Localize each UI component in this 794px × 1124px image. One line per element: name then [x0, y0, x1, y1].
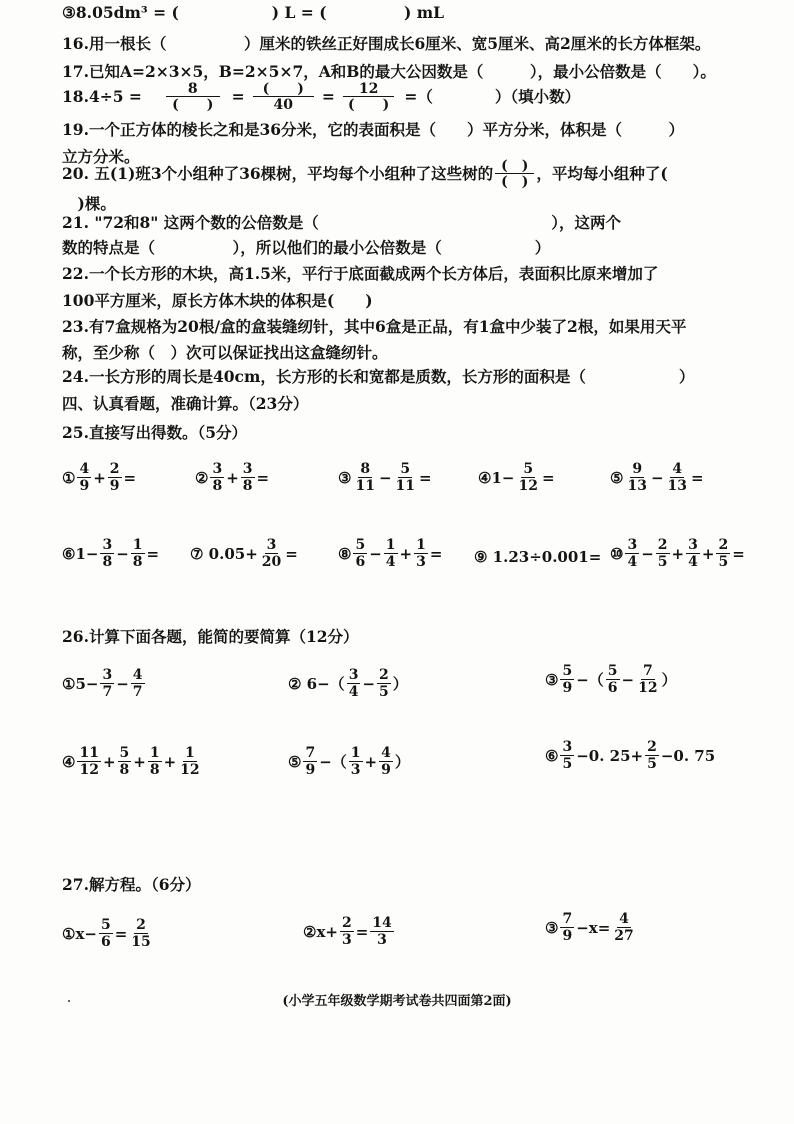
q22-cont: 100平方厘米，原长方体木块的体积是( ): [62, 291, 373, 310]
q23: 23.有7盒规格为20根/盒的盒装缝纫针，其中6盒是正品，有1盒中少装了2根，如果用天平: [62, 317, 687, 336]
q18-fraction-3: $\frac{12}{( )}$: [343, 82, 394, 112]
q26-item-3: ③ $\frac{5}{9}$ −（ $\frac{5}{6}$ − $\frac{7}{12}$ ）: [545, 663, 677, 696]
q25-item-5: ⑤ $\frac{9}{13}$ − $\frac{4}{13}$ =: [610, 461, 704, 494]
q26-item-6: ⑥ $\frac{3}{5}$ −0. 25+ $\frac{2}{5}$ −0. 75: [545, 739, 716, 772]
q26-item-1: ①5− $\frac{3}{7}$ − $\frac{4}{7}$: [62, 667, 143, 700]
q18-equals-2: =: [321, 87, 335, 106]
q18-suffix: =（ ）（填小数）: [404, 87, 581, 106]
q25-item-8: ⑧ $\frac{5}{6}$ − $\frac{1}{4}$ + $\frac{1}{3}$ =: [338, 537, 443, 570]
q19-cont: 立方分米。: [62, 147, 140, 166]
q25-item-2: ② $\frac{3}{8}$ + $\frac{3}{8}$ =: [195, 461, 270, 494]
q18-fraction-2: $\frac{( )}{40}$: [253, 82, 314, 112]
q26-item-5: ⑤ $\frac{7}{9}$ −（ $\frac{1}{3}$ + $\frac{4}{9}$ ）: [288, 745, 410, 778]
q25-item-3: ③ $\frac{8}{11}$ − $\frac{5}{11}$ =: [338, 461, 432, 494]
q26-item-4: ④ $\frac{11}{12}$ + $\frac{5}{8}$ + $\frac{1}{8}$ + $\frac{1}{12}$: [62, 745, 200, 778]
q20-fraction: $\frac{( )}{( )}$: [495, 159, 534, 189]
q18: [62, 80, 580, 114]
q27-item-1: ①x− $\frac{5}{6}$ = $\frac{2}{15}$: [62, 917, 151, 950]
q18-fraction-1: $\frac{8}{( )}$: [166, 82, 220, 112]
q20-cont: )棵。: [62, 194, 116, 213]
q15-part3: ③8.05dm³ = ( ) L = ( ) mL: [62, 3, 445, 22]
q22: 22.一个长方形的木块，高1.5米，平行于底面截成两个长方体后，表面积比原来增加了: [62, 264, 659, 283]
q25-item-7: ⑦ 0.05+ $\frac{3}{20}$ =: [190, 537, 298, 570]
q18-prefix: 18.4÷5 =: [62, 87, 142, 106]
q20-text: 20. 五(1)班3个小组种了36棵树，平均每个小组种了这些树的: [62, 164, 494, 183]
q19: 19.一个正方体的棱长之和是36分米，它的表面积是（ ）平方分米，体积是（ ）: [62, 120, 685, 139]
q27-heading: 27.解方程。（6分）: [62, 875, 201, 894]
section-four-heading: 四、认真看题，准确计算。（23分）: [62, 394, 309, 413]
q26-heading: 26.计算下面各题，能简的要简算（12分）: [62, 627, 359, 646]
q20: [62, 156, 668, 192]
q25-item-6: ⑥1− $\frac{3}{8}$ − $\frac{1}{8}$ =: [62, 537, 160, 570]
q23-cont: 称，至少称（ ）次可以保证找出这盒缝纫针。: [62, 343, 388, 362]
q24: 24.一长方形的周长是40cm，长方形的长和宽都是质数，长方形的面积是（ ）: [62, 367, 695, 386]
q25-heading: 25.直接写出得数。（5分）: [62, 423, 248, 442]
q21-cont: 数的特点是（ ），所以他们的最小公倍数是（ ）: [62, 238, 551, 257]
q27-item-2: ②x+ $\frac{2}{3}$ = $\frac{14}{3}$: [303, 915, 392, 948]
q17: 17.已知A=2×3×5，B=2×5×7，A和B的最大公因数是（ ），最小公倍数是（ ）。: [62, 62, 716, 81]
q21: 21. "72和8" 这两个数的公倍数是（ ），这两个: [62, 213, 622, 232]
q25-item-9: ⑨ 1.23÷0.001=: [474, 548, 602, 566]
q16: 16.用一根长（ ）厘米的铁丝正好围成长6厘米、宽5厘米、高2厘米的长方体框架。: [62, 34, 711, 53]
q25-item-10: ⑩ $\frac{3}{4}$ − $\frac{2}{5}$ + $\frac{3}{4}$ + $\frac{2}{5}$ =: [610, 537, 745, 570]
q25-item-1: ① $\frac{4}{9}$ + $\frac{2}{9}$ =: [62, 461, 137, 494]
page-footer: (小学五年级数学期考试卷共四面第2面): [282, 994, 512, 1009]
q26-item-2: ② 6−（ $\frac{3}{4}$ − $\frac{2}{5}$ ）: [288, 667, 408, 700]
q27-item-3: ③ $\frac{7}{9}$ −x= $\frac{4}{27}$: [545, 911, 634, 944]
q25-item-4: ④1− $\frac{5}{12}$ =: [478, 461, 555, 494]
q18-equals-1: =: [231, 87, 245, 106]
q20-text-2: ，平均每小组种了(: [536, 164, 668, 183]
